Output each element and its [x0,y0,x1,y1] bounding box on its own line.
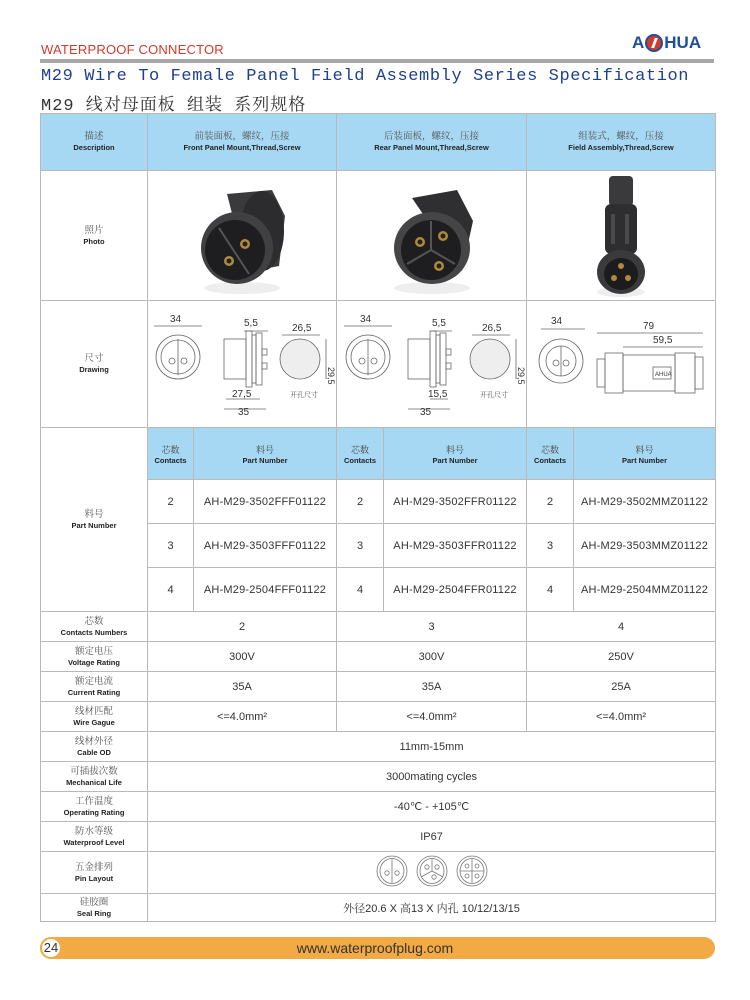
label-en: Contacts [533,455,567,465]
part-number-cell: AH-M29-3502MMZ01122 [574,480,716,524]
logo-text-left: A [632,33,645,52]
part-number-cell: AH-M29-3503MMZ01122 [574,524,716,568]
label-cn: 料号 [446,444,465,455]
front-panel-connector-image [187,176,297,296]
pin-layout-2-icon [377,856,407,886]
label-en: Voltage Rating [68,657,120,667]
contacts-cell: 2 [148,480,194,524]
part-number-cell: AH-M29-3502FFR01122 [384,480,527,524]
drawing-label [41,301,148,428]
contacts-cell: 4 [148,568,194,612]
part-number-cell: AH-M29-2504FFF01122 [194,568,337,612]
label-en: Contacts [343,455,377,465]
part-number-subheader-row [41,428,716,480]
spec-row-pin-layout [41,852,716,894]
label-en: Seal Ring [76,908,112,918]
label-en: Description [73,143,115,152]
label-en: Waterproof Level [63,837,125,847]
dim-34: 34 [551,316,563,327]
company-logo [632,31,722,55]
label-cn: 额定电压 [74,645,113,657]
value-cell: 300V [337,642,527,672]
dim-26-5: 26,5 [292,323,312,334]
dim-29-5: 29,5 [515,367,526,385]
subheader-part-number [574,428,716,480]
label-cn: 尺寸 [84,353,104,364]
label-cn: 描述 [84,131,104,142]
value-cell: -40℃ - +105℃ [148,792,716,822]
part-number-label [41,428,148,612]
label-en: Front Panel Mount,Thread,Screw [183,143,301,152]
pin-layout-diagrams [376,854,488,888]
value-cell: 35A [148,672,337,702]
contacts-cell: 3 [527,524,574,568]
drawing-row [41,301,716,428]
label-en: Rear Panel Mount,Thread,Screw [374,143,489,152]
label-en: Current Rating [67,687,121,697]
front-panel-drawing [148,301,337,428]
label-en: Wire Gague [73,717,115,727]
value-cell: 25A [527,672,716,702]
dim-15-5: 15,5 [427,389,447,400]
rear-panel-dimension-drawing [338,309,526,419]
label-cn: 额定电流 [74,675,113,687]
label-cn: 前装面板，螺纹，压接 [194,131,290,142]
header-description [41,114,148,171]
spec-table [40,113,716,922]
pin-layout-3-icon [417,856,447,886]
label-en: Part Number [432,455,478,465]
value-cell: 3 [337,612,527,642]
spec-row-current-rating [41,672,716,702]
subheader-contacts [337,428,384,480]
pin-layout-cell [148,852,716,894]
label-cn: 料号 [256,444,275,455]
header-front-panel [148,114,337,171]
label-cn: 后装面板，螺纹，压接 [384,131,480,142]
label-cn: 防水等级 [74,825,113,837]
label-cn: 芯数 [541,444,560,455]
front-panel-photo [148,171,337,301]
dim-59-5: 59,5 [653,335,673,346]
header-field-assembly [527,114,716,171]
field-assembly-connector-image [581,174,661,298]
contacts-cell: 2 [337,480,384,524]
value-cell: <=4.0mm² [337,702,527,732]
dim-35: 35 [419,407,431,418]
label-en: Mechanical Life [66,777,122,787]
rear-panel-drawing [337,301,527,428]
spec-row-seal-ring [41,894,716,922]
value-cell: <=4.0mm² [527,702,716,732]
spec-row-waterproof-level [41,822,716,852]
value-cell: 300V [148,642,337,672]
value-cell: 4 [527,612,716,642]
label-cn: 料号 [84,508,104,520]
label-en: Part Number [71,520,117,530]
table-header-row [41,114,716,171]
label-cn: 芯数 [351,444,370,455]
label-cn: 硅胶圈 [79,896,109,908]
subheader-part-number [194,428,337,480]
value-cell: 35A [337,672,527,702]
part-number-cell: AH-M29-2504MMZ01122 [574,568,716,612]
spec-row-wire-gauge [41,702,716,732]
label-cn: 芯数 [161,444,180,455]
label-cn: 线材外径 [74,735,113,747]
dim-35: 35 [238,407,250,418]
dim-79: 79 [643,321,655,332]
field-assembly-photo [527,171,716,301]
label-en: Part Number [242,455,288,465]
pin-layout-4-icon [457,856,487,886]
label-cn: 组装式，螺纹，压接 [578,131,664,142]
part-number-cell: AH-M29-3503FFF01122 [194,524,337,568]
label-cn: 线材匹配 [74,705,113,717]
spec-row-contacts-numbers [41,612,716,642]
spec-row-voltage-rating [41,642,716,672]
label-cn: 可插拔次数 [70,765,118,777]
lightning-logo-icon [645,34,663,52]
label-en: Cable OD [77,747,111,757]
value-cell: 外径20.6 X 高13 X 内孔 10/12/13/15 [148,894,716,922]
contacts-cell: 3 [148,524,194,568]
value-cell: 11mm-15mm [148,732,716,762]
rear-panel-connector-image [377,176,487,296]
part-number-cell: AH-M29-3503FFR01122 [384,524,527,568]
subheader-contacts [148,428,194,480]
contacts-cell: 4 [337,568,384,612]
dim-5-5: 5,5 [431,318,446,329]
value-cell: IP67 [148,822,716,852]
page-title-cn: M29 线对母面板 组装 系列规格 [41,97,307,116]
label-en: Part Number [622,455,668,465]
contacts-cell: 2 [527,480,574,524]
part-number-cell: AH-M29-2504FFR01122 [384,568,527,612]
value-cell: 3000mating cycles [148,762,716,792]
header-divider [40,59,714,63]
label-cn: 五金排列 [74,861,113,873]
label-en: Contacts [154,455,187,465]
spec-row-cable-od [41,732,716,762]
logo-text-right: HUA [664,33,702,52]
label-en: Contacts Numbers [60,627,128,637]
dim-34: 34 [170,314,182,325]
field-assembly-drawing [527,301,716,428]
contacts-cell: 4 [527,568,574,612]
page-title-en: M29 Wire To Female Panel Field Assembly Series Specification [41,67,690,86]
rear-panel-photo [337,171,527,301]
label-en: Photo [83,236,105,246]
value-cell: <=4.0mm² [148,702,337,732]
dim-34: 34 [359,314,371,325]
spec-row-operating-rating [41,792,716,822]
label-cn: 料号 [635,444,654,455]
cutout-size-label: 开孔尺寸 [479,392,508,399]
value-cell: 2 [148,612,337,642]
label-en: Drawing [79,365,109,374]
label-en: Field Assembly,Thread,Screw [568,143,674,152]
page-number: 24 [40,937,62,959]
subheader-part-number [384,428,527,480]
dim-5-5: 5,5 [244,318,258,329]
dim-29-5: 29,5 [326,367,336,385]
footer-url[interactable]: www.waterproofplug.com [296,940,454,956]
header-rear-panel [337,114,527,171]
cutout-size-label: 开孔尺寸 [290,392,318,399]
label-cn: 芯数 [84,615,104,627]
spec-row-mechanical-life [41,762,716,792]
front-panel-dimension-drawing [148,309,336,419]
photo-row [41,171,716,301]
dim-27-5: 27,5 [232,389,252,400]
dim-26-5: 26,5 [481,323,501,334]
brand-line: WATERPROOF CONNECTOR [41,42,224,57]
photo-label [41,171,148,301]
subheader-contacts [527,428,574,480]
contacts-cell: 3 [337,524,384,568]
label-en: Pin Layout [74,873,114,883]
label-cn: 工作温度 [74,795,113,807]
value-cell: 250V [527,642,716,672]
part-number-cell: AH-M29-3502FFF01122 [194,480,337,524]
field-assembly-dimension-drawing [527,309,715,419]
label-cn: 照片 [84,224,104,236]
label-en: Operating Rating [63,807,125,817]
body-brand-mark: AHUA [655,372,672,378]
